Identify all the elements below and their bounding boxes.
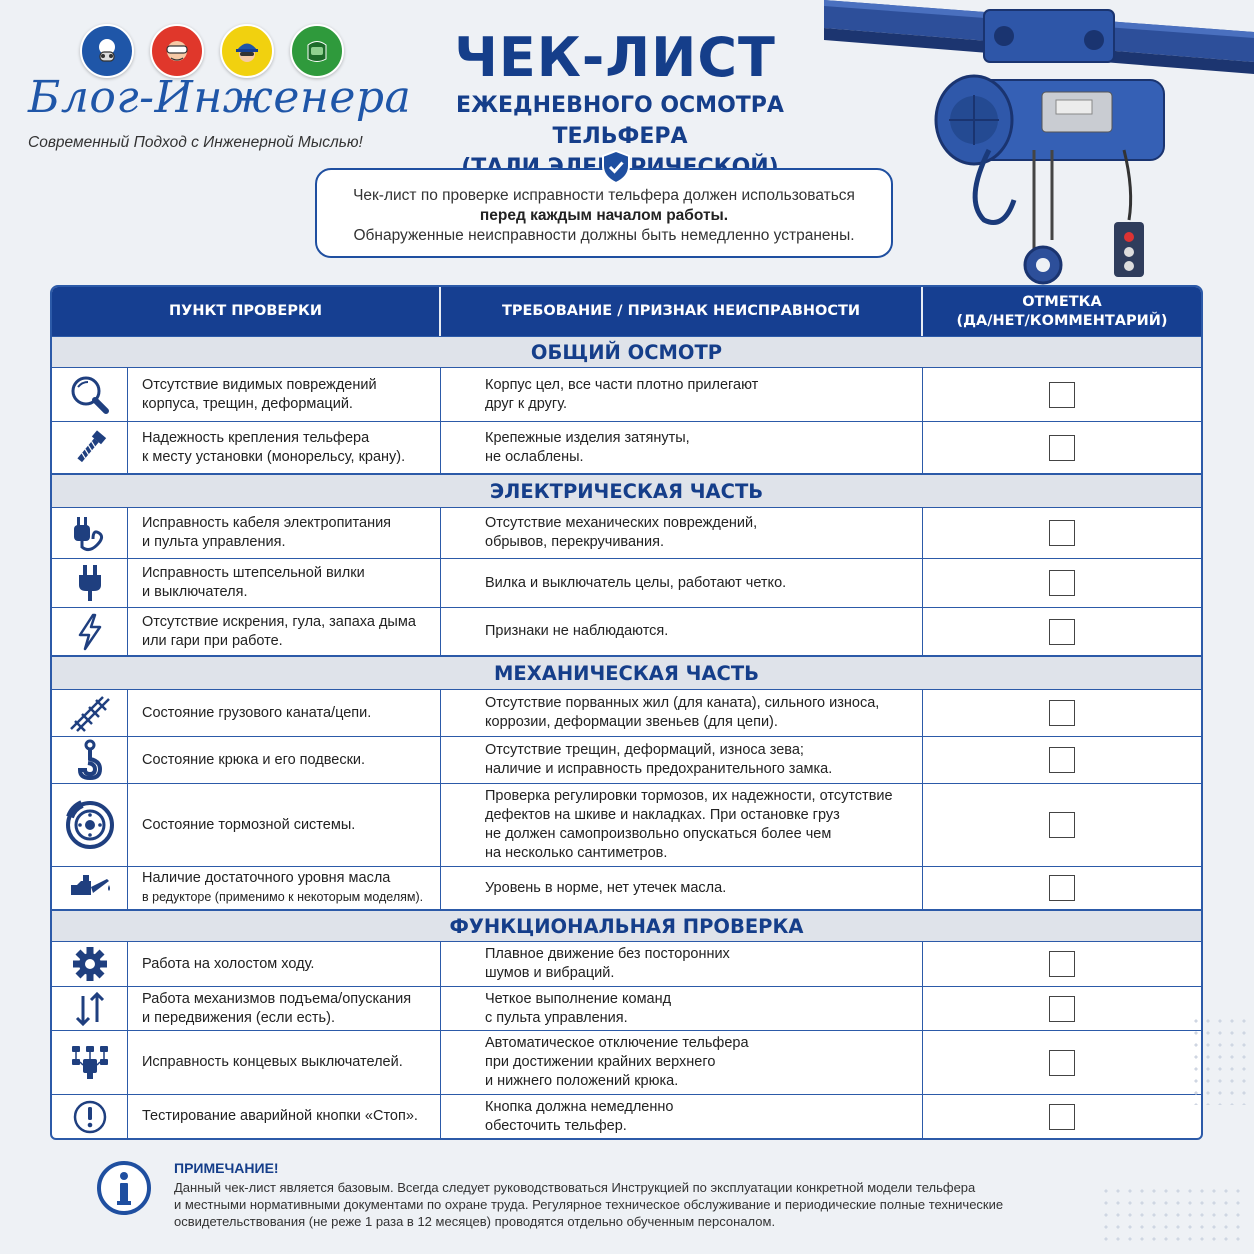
requirement-text: Отсутствие механических повреждений, обрывов, перекручивания. [441, 508, 923, 558]
requirement-text: Вилка и выключатель целы, работают четко. [441, 559, 923, 607]
bolt-icon [52, 422, 128, 473]
table-row [52, 508, 1201, 559]
item-text: Состояние крюка и его подвески. [128, 737, 441, 783]
item-text: Исправность концевых выключателей. [128, 1031, 441, 1094]
checkbox[interactable] [1049, 570, 1075, 596]
requirement-text: Уровень в норме, нет утечек масла. [441, 867, 923, 909]
info-icon [96, 1160, 152, 1216]
brake-disc-icon [52, 784, 128, 866]
page-title: ЧЕК-ЛИСТ [454, 26, 776, 89]
table-row [52, 784, 1201, 867]
table-row [52, 737, 1201, 784]
requirement-text: Признаки не наблюдаются. [441, 608, 923, 655]
gear-icon [52, 942, 128, 986]
requirement-text: Проверка регулировки тормозов, их надежности, отсутствие дефектов на шкиве и накладках. При остановке груз не должен самопроизвольно опускаться более чем на несколько сантиметров. [441, 784, 923, 866]
checkbox[interactable] [1049, 700, 1075, 726]
note-text: Данный чек-лист является базовым. Всегда следует руководствоваться Инструкцией по эксплуатации конкретной модели тельфера и местными нормативными документами по охране труда. Регулярное техническое обслуживание и периодические полные технические освидетельствования (не реже 1 раза в 12 месяцев) проводятся отдельно обученным персоналом. [174, 1180, 1004, 1229]
section-general: ОБЩИЙ ОСМОТР [52, 336, 1201, 368]
table-header [52, 287, 1201, 336]
header-requirement: ТРЕБОВАНИЕ / ПРИЗНАК НЕИСПРАВНОСТИ [441, 287, 923, 336]
requirement-text: Отсутствие трещин, деформаций, износа зева; наличие и исправность предохранительного замка. [441, 737, 923, 783]
checkbox[interactable] [1049, 996, 1075, 1022]
shield-check-icon [601, 150, 631, 184]
subtitle-line-1: ЕЖЕДНЕВНОГО ОСМОТРА ТЕЛЬФЕРА [456, 93, 784, 149]
requirement-text: Отсутствие порванных жил (для каната), сильного износа, коррозии, деформации звеньев (для цепи). [441, 690, 923, 736]
goggles-icon [150, 24, 204, 78]
table-row [52, 368, 1201, 422]
item-text: Работа на холостом ходу. [128, 942, 441, 986]
checkbox[interactable] [1049, 435, 1075, 461]
requirement-text: Кнопка должна немедленно обесточить тельфер. [441, 1095, 923, 1138]
header-mark: ОТМЕТКА (ДА/НЕТ/КОММЕНТАРИЙ) [956, 293, 1168, 329]
checkbox[interactable] [1049, 382, 1075, 408]
plug-icon [52, 559, 128, 607]
checkbox[interactable] [1049, 619, 1075, 645]
item-note: в редукторе (применимо к некоторым моделям). [142, 890, 424, 904]
checkbox[interactable] [1049, 812, 1075, 838]
table-row [52, 608, 1201, 656]
table-row [52, 559, 1201, 608]
requirement-text: Плавное движение без посторонних шумов и вибраций. [441, 942, 923, 986]
item-text: Надежность крепления тельфера к месту установки (монорельсу, крану). [128, 422, 441, 473]
checkbox[interactable] [1049, 951, 1075, 977]
checklist-table [50, 285, 1203, 1140]
table-row [52, 942, 1201, 987]
item-text: Исправность штепсельной вилки и выключателя. [128, 559, 441, 607]
brand-title: Блог-Инженера [28, 72, 412, 123]
checkbox[interactable] [1049, 1104, 1075, 1130]
item-text: Состояние грузового каната/цепи. [128, 690, 441, 736]
section-electrical: ЭЛЕКТРИЧЕСКАЯ ЧАСТЬ [52, 474, 1201, 508]
decorative-dots [1190, 1015, 1250, 1105]
up-down-arrows-icon [52, 987, 128, 1030]
requirement-text: Автоматическое отключение тельфера при достижении крайних верхнего и нижнего положений крюка. [441, 1031, 923, 1094]
info-line-1: Чек-лист по проверке исправности тельфера должен использоваться [353, 187, 855, 204]
requirement-text: Крепежные изделия затянуты, не ослаблены. [441, 422, 923, 473]
table-row [52, 1031, 1201, 1095]
table-row [52, 422, 1201, 474]
face-shield-icon [290, 24, 344, 78]
item-text [128, 867, 441, 909]
checkbox[interactable] [1049, 520, 1075, 546]
table-row [52, 987, 1201, 1031]
brand-tagline: Современный Подход с Инженерной Мыслью! [28, 134, 363, 151]
checkbox[interactable] [1049, 1050, 1075, 1076]
item-text: Работа механизмов подъема/опускания и передвижения (если есть). [128, 987, 441, 1030]
cable-plug-icon [52, 508, 128, 558]
section-functional: ФУНКЦИОНАЛЬНАЯ ПРОВЕРКА [52, 910, 1201, 942]
item-text: Исправность кабеля электропитания и пульта управления. [128, 508, 441, 558]
hook-icon [52, 737, 128, 783]
requirement-text: Четкое выполнение команд с пульта управления. [441, 987, 923, 1030]
item-text: Состояние тормозной системы. [128, 784, 441, 866]
note-title: ПРИМЕЧАНИЕ! [174, 1160, 279, 1176]
item-text: Отсутствие искрения, гула, запаха дыма или гари при работе. [128, 608, 441, 655]
decorative-dots [1100, 1185, 1240, 1245]
item-text: Тестирование аварийной кнопки «Стоп». [128, 1095, 441, 1138]
info-line-2: перед каждым началом работы. [479, 207, 729, 224]
magnifier-icon [52, 368, 128, 421]
table-row [52, 690, 1201, 737]
item-main: Наличие достаточного уровня масла [142, 870, 391, 886]
respirator-icon [80, 24, 134, 78]
header-item: ПУНКТ ПРОВЕРКИ [52, 287, 441, 336]
hoist-illustration [824, 0, 1254, 290]
lightning-icon [52, 608, 128, 655]
rope-icon [52, 690, 128, 736]
item-text: Отсутствие видимых повреждений корпуса, трещин, деформаций. [128, 368, 441, 421]
oil-can-icon [52, 867, 128, 909]
checkbox[interactable] [1049, 747, 1075, 773]
exclamation-icon [52, 1095, 128, 1138]
logo-icons [80, 24, 344, 78]
limit-switch-icon [52, 1031, 128, 1094]
info-line-3: Обнаруженные неисправности должны быть немедленно устранены. [353, 227, 855, 244]
table-row [52, 867, 1201, 910]
requirement-text: Корпус цел, все части плотно прилегают друг к другу. [441, 368, 923, 421]
hard-hat-icon [220, 24, 274, 78]
section-mechanical: МЕХАНИЧЕСКАЯ ЧАСТЬ [52, 656, 1201, 690]
table-row [52, 1095, 1201, 1138]
checkbox[interactable] [1049, 875, 1075, 901]
